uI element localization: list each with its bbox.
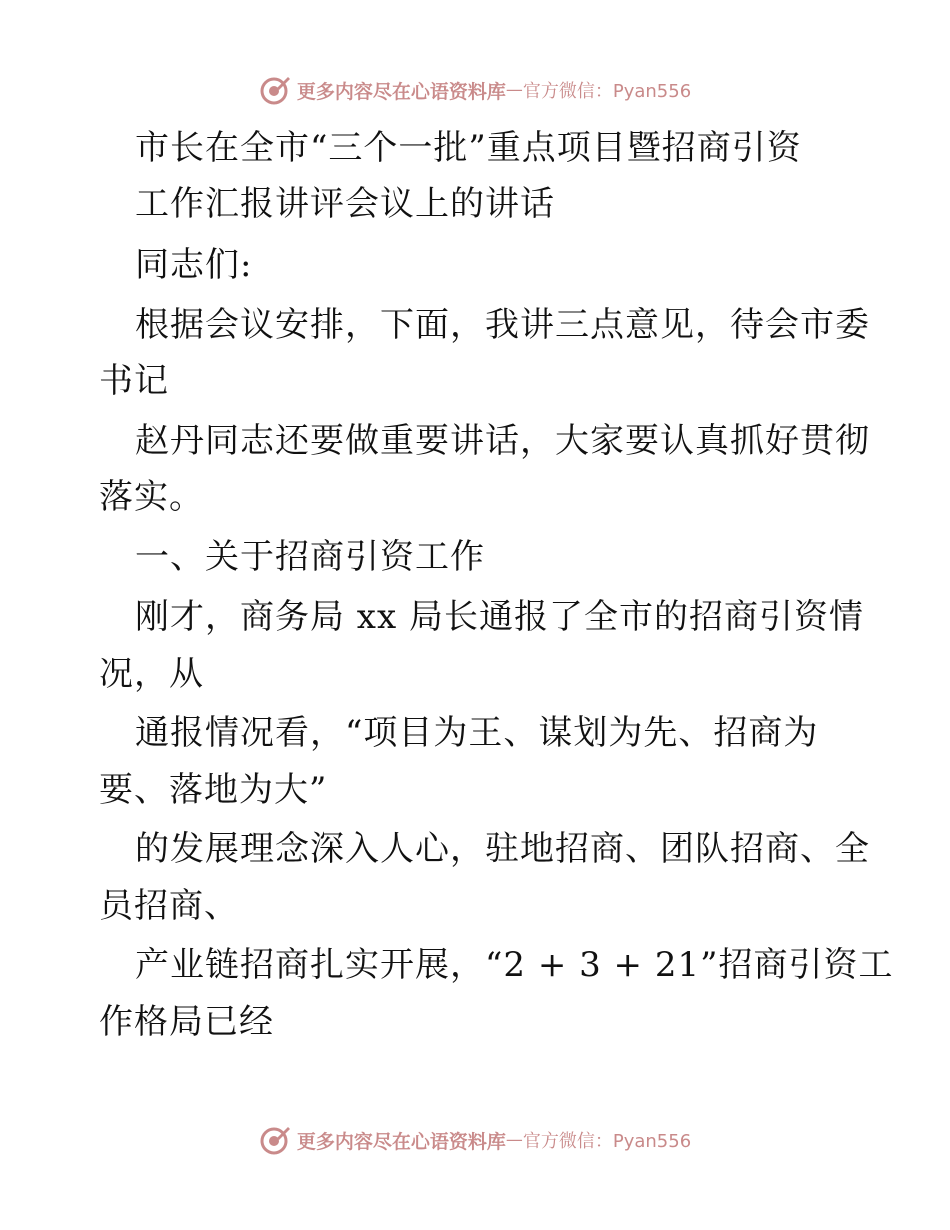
paragraph-line: 赵丹同志还要做重要讲话，大家要认真抓好贯彻 [135,421,870,461]
paragraph-line: 况，从 [99,654,204,694]
watermark-main-text: 更多内容尽在心语资料库 [296,80,506,103]
section-heading: 一、关于招商引资工作 [135,537,485,577]
paragraph-line: 书记 [99,361,169,401]
title-line-2: 工作汇报讲评会议上的讲话 [135,184,555,224]
paragraph-line: 通报情况看，“项目为王、谋划为先、招商为 [135,713,819,753]
paragraph-line: 落实。 [99,477,204,517]
salutation: 同志们: [135,245,253,285]
title-line-1: 市长在全市“三个一批”重点项目暨招商引资 [135,128,802,168]
paragraph-line: 员招商、 [99,886,239,926]
pen-seal-logo-icon [259,1124,291,1156]
paragraph-line: 要、落地为大” [99,770,328,810]
paragraph-line: 作格局已经 [99,1002,274,1042]
watermark-wechat-text: 官方微信：Pyan556 [522,81,692,102]
watermark-separator: — [505,80,523,100]
watermark-main-text: 更多内容尽在心语资料库 [296,1130,506,1153]
paragraph-line: 的发展理念深入人心，驻地招商、团队招商、全 [135,829,870,869]
watermark-banner-bottom [0,1120,950,1160]
paragraph-line: 根据会议安排，下面，我讲三点意见，待会市委 [135,305,870,345]
paragraph-line: 产业链招商扎实开展，“2 + 3 + 21”招商引资工 [135,945,894,985]
watermark-wechat-text: 官方微信：Pyan556 [522,1131,692,1152]
watermark-separator: — [505,1130,523,1150]
paragraph-line: 刚才，商务局 xx 局长通报了全市的招商引资情 [135,597,864,637]
